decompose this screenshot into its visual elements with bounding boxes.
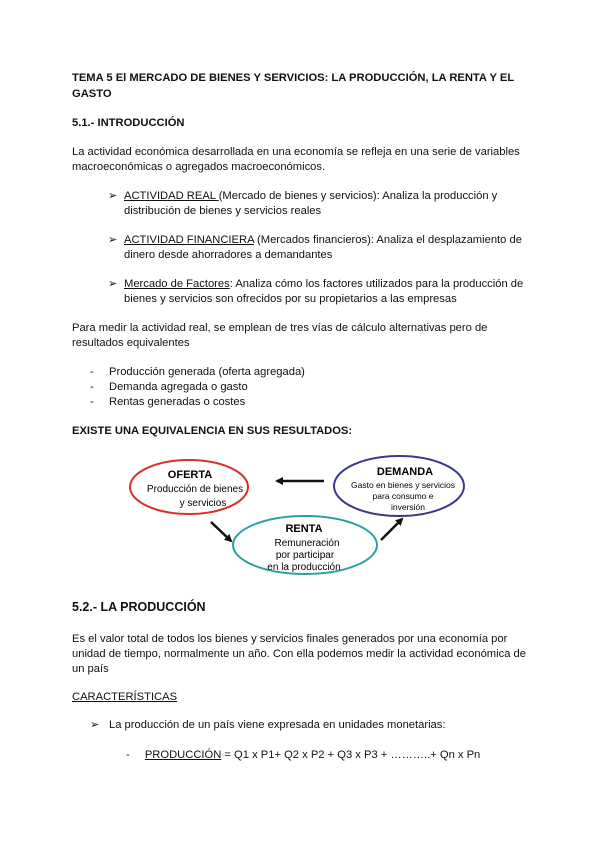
document-title: TEMA 5 El MERCADO DE BIENES Y SERVICIOS: LA PRODUCCIÓN, LA RENTA Y EL GASTO — [72, 72, 514, 100]
dash-bullet: - — [90, 366, 94, 378]
equivalence-heading: EXISTE UNA EQUIVALENCIA EN SUS RESULTADOS: — [72, 425, 353, 437]
production-definition: Es el valor total de todos los bienes y servicios finales generados por una economía por unidad de tiempo, normalmente un año. Con ella podemos medir la actividad económica de un país — [72, 633, 526, 675]
dash-bullet: - — [90, 396, 94, 408]
demanda-line-1: Gasto en bienes y servicios — [351, 480, 455, 490]
demanda-line-3: inversión — [390, 502, 426, 512]
item-text: (Mercado de bienes y servicios): Analiza la producción y distribución de bienes y servicios reales — [124, 190, 498, 217]
renta-line-1: Remuneración — [274, 538, 340, 549]
list-item — [90, 718, 530, 733]
item-text: : Analiza cómo los factores utilizados para la producción de bienes y servicios son ofrecidos por su propietarios a las empresas — [124, 278, 524, 305]
arrow-oferta-to-renta — [211, 522, 231, 541]
intro-paragraph: La actividad económica desarrollada en una economía se refleja en una serie de variables macroeconómicas o agregados macroeconómicos. — [72, 146, 520, 173]
item-term: ACTIVIDAD REAL — [124, 190, 219, 202]
formula-text: = Q1 x P1+ Q2 x P2 + Q3 x P3 + ………..+ Qn x Pn — [221, 749, 481, 761]
arrow-bullet-icon: ➢ — [108, 190, 118, 202]
formula-term: PRODUCCIÓN — [144, 749, 222, 761]
arrow-bullet-icon: ➢ — [108, 234, 118, 246]
measure-paragraph: Para medir la actividad real, se emplean de tres vías de cálculo alternativas pero de resultados equivalentes — [72, 322, 488, 349]
section-2-heading: 5.2.- LA PRODUCCIÓN — [72, 600, 206, 614]
item-term: ACTIVIDAD FINANCIERA — [124, 234, 254, 246]
item-term: Mercado de Factores — [124, 278, 230, 290]
item-text: Producción generada (oferta agregada) — [109, 366, 305, 378]
renta-line-2: por participar — [275, 550, 335, 561]
production-formula — [126, 748, 480, 763]
section-1-heading: 5.1.- INTRODUCCIÓN — [72, 117, 185, 129]
arrow-renta-to-demanda — [381, 519, 402, 540]
item-text: La producción de un país viene expresada en unidades monetarias: — [109, 719, 446, 731]
oferta-line-2: y servicios — [179, 498, 227, 509]
demanda-title: DEMANDA — [376, 466, 434, 478]
dash-bullet: - — [90, 381, 94, 393]
oferta-title: OFERTA — [167, 469, 213, 481]
renta-line-3: en la producción — [267, 562, 341, 573]
arrow-bullet-icon: ➢ — [108, 278, 118, 290]
oferta-line-1: Producción de bienes — [146, 484, 244, 495]
arrow-bullet-icon: ➢ — [90, 719, 100, 731]
item-text: (Mercados financieros): Analiza el desplazamiento de dinero desde ahorradores a demandantes — [124, 234, 522, 261]
demanda-line-2: para consumo e — [372, 491, 434, 501]
item-text: Rentas generadas o costes — [109, 396, 246, 408]
dash-bullet: - — [126, 749, 130, 761]
characteristics-label: CARACTERÍSTICAS — [72, 691, 178, 703]
renta-title: RENTA — [285, 523, 323, 535]
item-text: Demanda agregada o gasto — [109, 381, 248, 393]
